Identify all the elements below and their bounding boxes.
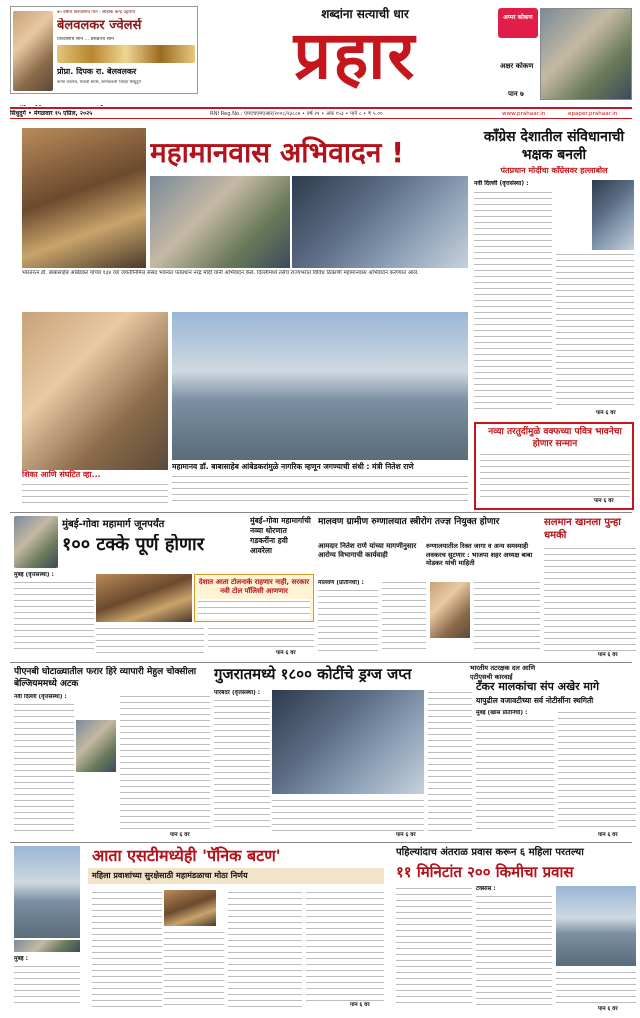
lead-photo-right bbox=[292, 176, 468, 268]
drugs-dateline: पोरबंदर (वृत्तसंस्था) : bbox=[214, 690, 261, 696]
space-kicker: पहिल्यांदाच अंतराळ प्रवास करून ६ महिला परतल्या bbox=[396, 847, 584, 858]
salman-headline: सलमान खानला पुन्हा धमकी bbox=[544, 517, 621, 541]
ad-brand: बेलवलकर ज्वेलर्स bbox=[57, 18, 142, 33]
highway-headline: १०० टक्के पूर्ण होणार bbox=[62, 534, 205, 555]
ad-address: कन्या कॉलेज, मांडवी स्टार्स, कणकवली जिल्हा सिंधुदुर्ग bbox=[57, 80, 141, 85]
website-link[interactable]: www.prahaar.in bbox=[502, 111, 546, 117]
congress-subhead: पंतप्रधान मोदींचा काँग्रेसवर हल्लाबोल bbox=[500, 166, 608, 175]
astronauts-photo bbox=[556, 886, 636, 966]
panic-inset-photo bbox=[164, 890, 216, 926]
panic-subhead-box bbox=[88, 868, 384, 884]
drugs-body-col2 bbox=[428, 690, 472, 832]
toll-body bbox=[198, 599, 310, 619]
highway-dateline: मुंबई (वृत्तसंस्था) : bbox=[14, 572, 54, 578]
section-rule-1 bbox=[10, 512, 632, 513]
congress-dateline: नवी दिल्ली (वृत्तसंस्था) : bbox=[474, 180, 529, 187]
tanker-body-col2 bbox=[558, 710, 636, 832]
drugs-kicker: भारतीय तटरक्षक दल आणि एटीएसची कारवाई bbox=[470, 664, 536, 681]
side-caption-body bbox=[22, 482, 168, 504]
dateline-bar bbox=[10, 107, 632, 119]
highway-kicker: मुंबई–गोवा महामार्गाची नव्या धोरणात गडकरींना हवी आवरेला bbox=[250, 516, 311, 555]
highway-continue: पान ६ वर bbox=[276, 650, 296, 656]
memorial-photo bbox=[172, 312, 468, 460]
space-headline: ११ मिनिटांत २०० किमीचा प्रवास bbox=[396, 863, 574, 881]
choksi-continue: पान ६ वर bbox=[170, 832, 190, 838]
panic-body-col1 bbox=[14, 964, 80, 1008]
malvan-body-col2 bbox=[382, 580, 426, 654]
gadkari-photo bbox=[14, 516, 58, 568]
edition-page: पान ७ bbox=[508, 90, 524, 98]
salman-body bbox=[544, 546, 636, 652]
ad-tagline: ७५ वर्षांचे विश्वासाचे नाते - सीडीके केन्द्र उद्गारीय bbox=[57, 10, 136, 15]
ad-owner: प्रोप्रा. दिपक रा. बेलवलकर bbox=[57, 67, 137, 76]
drugs-headline: गुजरातमध्ये १८०० कोटींचे ड्रग्ज जप्त bbox=[214, 665, 412, 683]
panic-body-col5 bbox=[306, 890, 384, 1002]
drugs-continue: पान ६ वर bbox=[396, 832, 416, 838]
highway-body-col2 bbox=[96, 626, 204, 656]
gold-rate bbox=[10, 105, 82, 106]
panic-body-col4 bbox=[228, 890, 302, 1008]
space-body-col1 bbox=[396, 886, 472, 1008]
lead-caption: भारतरत्न डॉ. बाबासाहेब आंबेडकर यांच्या १३४ व्या जयंतीनिमित्त संसद भवनात पंतप्रधान नरेंद्र मोदी यांनी अभिवादन केले. दिल्लीमध्ये तसेच राज्यभरात विविध ठिकाणी महामानवास अभिवादन करण्यात आले. bbox=[22, 270, 419, 276]
edition-thumbnail bbox=[540, 8, 632, 100]
lead-headline: महामानवास अभिवादन ! bbox=[150, 136, 404, 169]
panic-dateline: मुंबई : bbox=[14, 956, 28, 962]
choksi-body-col2 bbox=[120, 694, 210, 832]
lead-sub-body bbox=[172, 474, 468, 506]
space-body-col2 bbox=[476, 894, 552, 1008]
choksi-headline: पीएनबी घोटाळ्यातील फरार हिरे व्यापारी मेहुल चोक्सीला बेल्जियममध्ये अटक bbox=[14, 667, 197, 689]
congress-continue: पान ६ वर bbox=[596, 410, 616, 416]
silver-rate bbox=[93, 105, 144, 106]
panic-body-col3 bbox=[164, 930, 224, 1008]
drugs-body-col1 bbox=[214, 698, 270, 832]
lead-sub-headline: महामानव डॉ. बाबासाहेब आंबेडकरांमुळे नागरिक म्हणून जगण्याची संधी : मंत्री नितेश राणे bbox=[172, 462, 414, 471]
epaper-link[interactable]: epaper.prahaar.in bbox=[568, 111, 618, 117]
malvan-body-col3 bbox=[474, 580, 540, 654]
modi-photo bbox=[592, 180, 634, 250]
tanker-headline: टँकर मालकांचा संप अखेर मागे bbox=[476, 680, 600, 693]
tanker-dateline: मुंबई (खास प्रतिनिधी) : bbox=[476, 710, 528, 716]
tanker-body-col1 bbox=[476, 718, 554, 832]
waqf-headline: नव्या तरतुदींमुळे वक्फच्या पवित्र भावनेचा होणार सन्मान bbox=[488, 427, 622, 449]
highway-body-col3 bbox=[208, 626, 314, 650]
space-dateline: टेक्सास : bbox=[476, 886, 496, 892]
masthead-title: प्रहार bbox=[293, 17, 417, 94]
panic-body-col2 bbox=[92, 890, 162, 1008]
bus-interior-photo bbox=[14, 846, 80, 938]
malvan-sub2: रुग्णालयातील रिक्त जागा व अन्य समस्याही लवकरच सुटणार : भाजपा शहर अध्यक्ष बाबा मोडकर यांची माहिती bbox=[426, 542, 533, 567]
edition-badge-text: अप्पर कोकण bbox=[503, 14, 533, 21]
panic-headline: आता एसटीमध्येही 'पॅनिक बटण' bbox=[92, 846, 281, 865]
highway-body-col1 bbox=[14, 580, 94, 652]
section-rule-3 bbox=[10, 842, 632, 843]
jewellers-ad bbox=[10, 6, 198, 94]
drugs-body-col3 bbox=[272, 798, 424, 832]
toll-headline: देशात आता टोलनाके राहणार नाही, सरकार नवी टोल पॉलिसी आणणार bbox=[198, 578, 310, 595]
waqf-continue: पान ६ वर bbox=[594, 498, 614, 504]
salman-continue: पान ६ वर bbox=[598, 652, 618, 658]
rane-photo bbox=[430, 582, 470, 638]
choksi-dateline: नवी दिल्ली (वृत्तसंस्था) : bbox=[14, 694, 67, 700]
registration: RNI Reg.No.: एमएचएमएआर/२००८/२३८८७ • वर्ष २१ • अंक १५३ • पाने ८ • ₹ ५.०० bbox=[210, 111, 383, 117]
malvan-headline: मालवण ग्रामीण रुग्णालयात स्त्रीरोग तज्ज्ञ नियुक्त होणार bbox=[318, 517, 500, 527]
edition-date: सिंधुदुर्ग • मंगळवार १५ एप्रिल, २०२५ bbox=[10, 110, 93, 117]
masthead-tagline: शब्दांना सत्याची धार bbox=[321, 7, 409, 21]
highway-label: मुंबई-गोवा महामार्ग जूनपर्यंत bbox=[62, 519, 165, 530]
lead-photo-center bbox=[150, 176, 290, 268]
malvan-dateline: मालवण (प्रतिनिधी) : bbox=[318, 580, 364, 586]
side-caption: शिका आणि संघटित व्हा... bbox=[22, 470, 101, 479]
congress-headline: काँग्रेस देशातील संविधानाची भक्षक बनली bbox=[483, 129, 625, 163]
highway-photo bbox=[96, 574, 192, 622]
space-body-col3 bbox=[556, 970, 636, 1008]
lead-photo-left bbox=[22, 128, 146, 268]
toll-box bbox=[194, 574, 314, 622]
ad-jewel-strip bbox=[57, 45, 195, 63]
babasaheb-statue-photo bbox=[22, 312, 168, 470]
congress-body-col1 bbox=[474, 190, 552, 410]
waqf-box bbox=[474, 422, 634, 510]
ad-subtitle: विश्वासाचे सोनं ... प्रसन्नतेचे सोनं bbox=[57, 37, 114, 42]
panic-continue: पान ६ वर bbox=[350, 1002, 370, 1008]
coast-guard-photo bbox=[272, 690, 424, 794]
edition-label: अक्षर कोकण bbox=[500, 62, 534, 70]
malvan-sub1: आमदार नितेश राणे यांच्या मागणीनुसार आरोग्य विभागाची कार्यवाही bbox=[318, 542, 417, 559]
malvan-body-col1 bbox=[318, 588, 378, 654]
choksi-photo bbox=[76, 720, 116, 772]
rates-bar bbox=[10, 96, 210, 106]
waqf-body bbox=[480, 452, 630, 498]
panic-button-photo bbox=[14, 940, 80, 952]
section-rule-2 bbox=[10, 662, 632, 663]
ad-model-image bbox=[13, 11, 53, 91]
space-continue: पान ६ वर bbox=[598, 1006, 618, 1012]
tanker-continue: पान ६ वर bbox=[598, 832, 618, 838]
tanker-subhead: यापुढील वजावटीच्या सर्व नोटीसींना स्थगिती bbox=[476, 696, 594, 705]
edition-badge bbox=[498, 8, 538, 38]
panic-subhead: महिला प्रवाशांच्या सुरक्षेसाठी महामंडळाचा मोठा निर्णय bbox=[92, 871, 248, 880]
congress-body-col2 bbox=[556, 252, 634, 410]
choksi-body-col1 bbox=[14, 702, 74, 832]
